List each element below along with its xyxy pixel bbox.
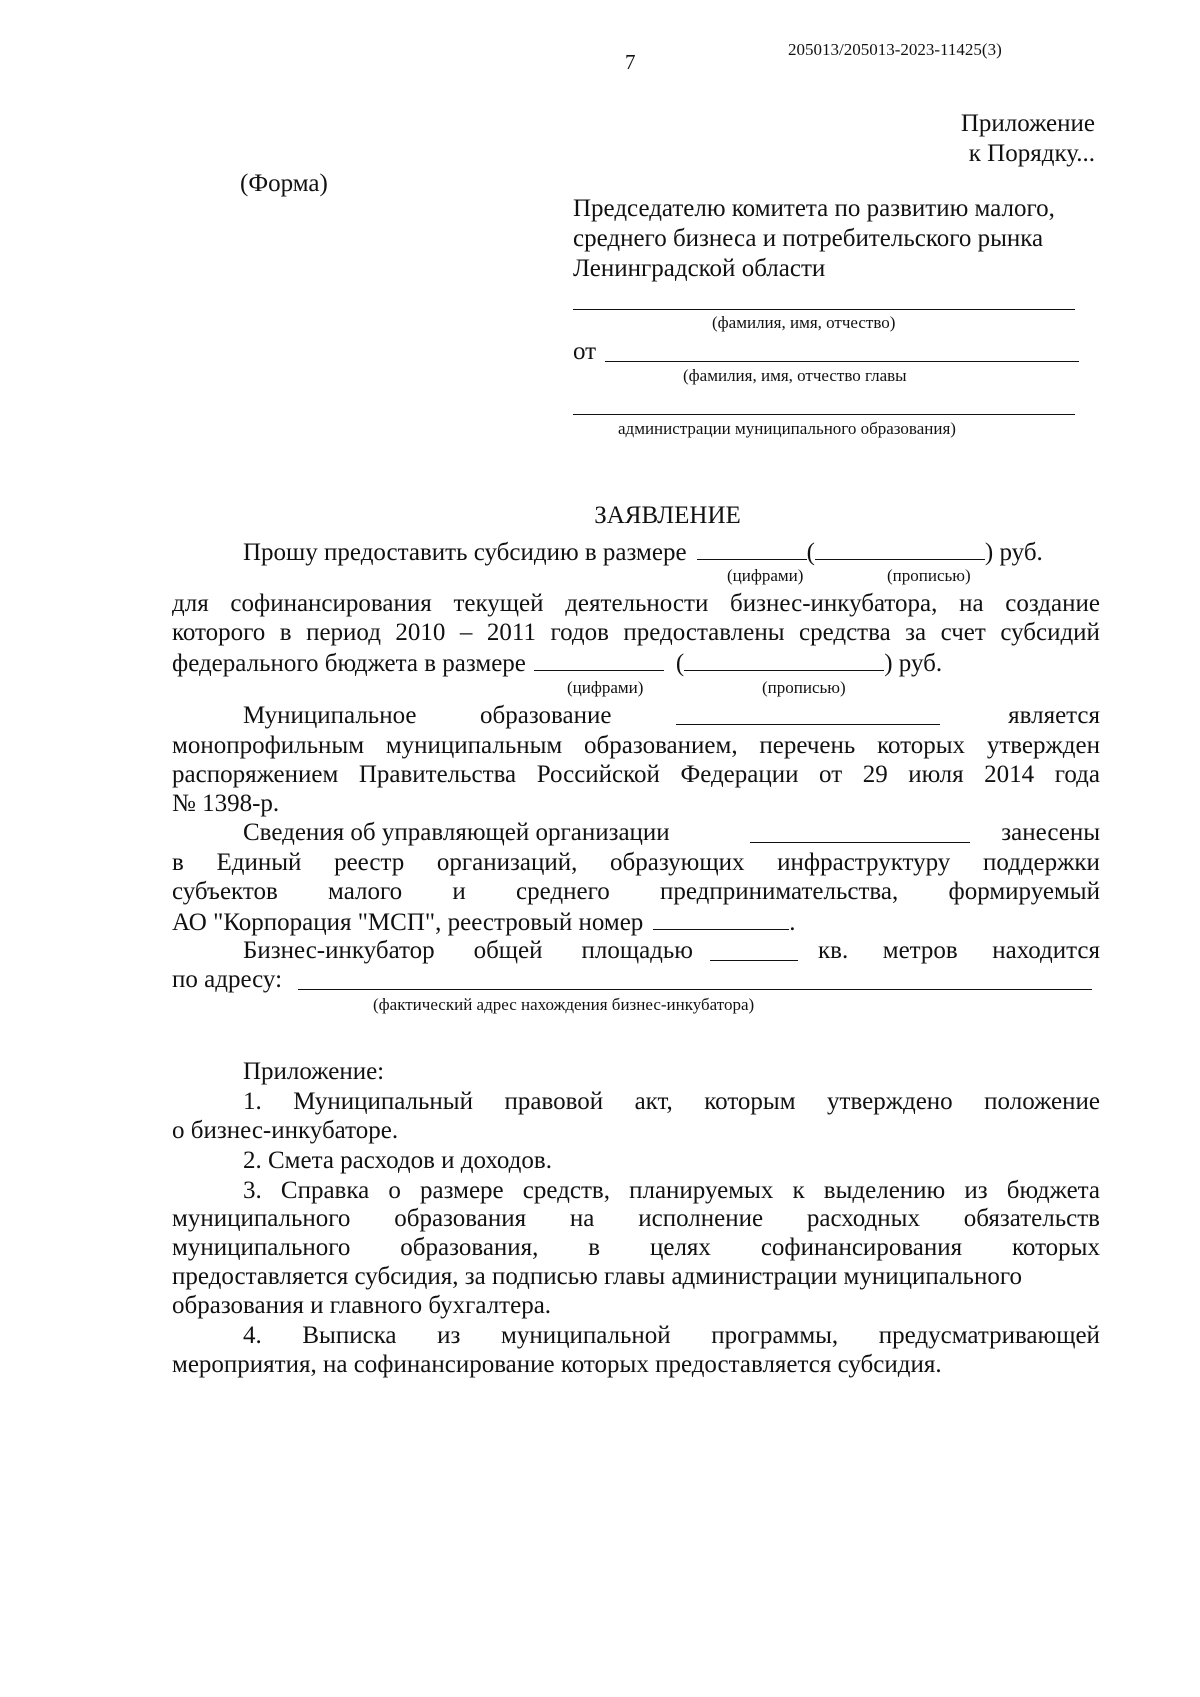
order-number: № 1398-р. bbox=[172, 790, 280, 817]
open-paren: ( bbox=[806, 539, 815, 566]
word: и bbox=[452, 878, 466, 905]
word: субсидий bbox=[1000, 619, 1100, 646]
word: предпринимательства, bbox=[660, 878, 899, 905]
attachment-3-line-5: образования и главного бухгалтера. bbox=[172, 1292, 552, 1319]
word: бизнес-инкубатора, bbox=[730, 590, 938, 617]
word: предусматривающей bbox=[878, 1322, 1100, 1349]
word: образующих bbox=[610, 849, 745, 876]
registry-number-field[interactable] bbox=[653, 907, 789, 930]
word: – bbox=[459, 619, 473, 646]
period: . bbox=[789, 909, 796, 936]
fio-caption: (фамилия, имя, отчество) bbox=[712, 313, 896, 332]
open-paren: ( bbox=[675, 650, 685, 677]
words-caption-2: (прописью) bbox=[762, 678, 846, 697]
word: средства bbox=[798, 619, 891, 646]
para3-line-2 bbox=[172, 849, 1100, 877]
admin-blank-line bbox=[573, 414, 1075, 415]
word: Выписка bbox=[302, 1322, 397, 1349]
word: монопрофильным bbox=[172, 732, 365, 759]
word: акт, bbox=[634, 1088, 673, 1115]
para1-line-3 bbox=[172, 619, 1100, 647]
word: в bbox=[279, 619, 292, 646]
word: субъектов bbox=[172, 878, 278, 905]
area-field[interactable] bbox=[710, 960, 798, 961]
word: счет bbox=[940, 619, 986, 646]
word: июля bbox=[908, 761, 964, 788]
word: распоряжением bbox=[172, 761, 339, 788]
word: бюджета bbox=[1006, 1177, 1100, 1204]
attachment-3-line-3 bbox=[172, 1234, 1100, 1262]
word: от bbox=[819, 761, 843, 788]
federal-amount-digits-field[interactable] bbox=[534, 648, 664, 671]
subsidy-amount-digits-field[interactable] bbox=[697, 537, 807, 560]
address-caption: (фактический адрес нахождения бизнес-инкубатора) bbox=[373, 995, 755, 1014]
word: образования, bbox=[400, 1234, 539, 1261]
word: 3. bbox=[243, 1177, 262, 1204]
word: среднего bbox=[516, 878, 610, 905]
word: выделению bbox=[823, 1177, 946, 1204]
subsidy-request-line bbox=[243, 537, 1043, 567]
attachment-3-line-1 bbox=[243, 1177, 1100, 1205]
word: за bbox=[905, 619, 927, 646]
attachment-1-line-2: о бизнес-инкубаторе. bbox=[172, 1117, 399, 1144]
word: из bbox=[437, 1322, 461, 1349]
form-label: (Форма) bbox=[240, 170, 328, 197]
word: Муниципальный bbox=[293, 1088, 473, 1115]
word: образованием, bbox=[584, 732, 738, 759]
word: реестр bbox=[334, 849, 405, 876]
word: из bbox=[964, 1177, 988, 1204]
attachments-heading: Приложение: bbox=[243, 1058, 385, 1085]
word: на bbox=[959, 590, 984, 617]
admin-caption: администрации муниципального образования) bbox=[618, 419, 956, 438]
para3-line-4 bbox=[172, 907, 796, 937]
rub-label: ) руб. bbox=[984, 539, 1043, 566]
word: программы, bbox=[711, 1322, 839, 1349]
word: предоставлены bbox=[623, 619, 785, 646]
attachment-3-line-4: предоставляется субсидия, за подписью главы администрации муниципального bbox=[172, 1263, 1022, 1290]
word: года bbox=[1054, 761, 1100, 788]
para3-line-3 bbox=[172, 878, 1100, 906]
addressee-line-2: среднего бизнеса и потребительского рынка bbox=[573, 225, 1044, 252]
addressee-line-1: Председателю комитета по развитию малого, bbox=[573, 195, 1055, 222]
word: период bbox=[306, 619, 381, 646]
word: метров bbox=[882, 937, 958, 964]
word: муниципальной bbox=[501, 1322, 671, 1349]
word: 2010 bbox=[395, 619, 446, 646]
municipal-word: Муниципальное bbox=[243, 702, 417, 729]
word: которых bbox=[1012, 1234, 1100, 1261]
word: 29 bbox=[862, 761, 888, 788]
attachment-3-line-2 bbox=[172, 1205, 1100, 1233]
word: годов bbox=[550, 619, 609, 646]
word: на bbox=[569, 1205, 595, 1232]
word: размере bbox=[420, 1177, 504, 1204]
word: положение bbox=[984, 1088, 1100, 1115]
word: которых bbox=[877, 732, 966, 759]
attachment-4-line-1 bbox=[243, 1322, 1100, 1350]
word: о bbox=[388, 1177, 401, 1204]
word: 2011 bbox=[486, 619, 536, 646]
federal-budget-text: федерального бюджета в размере bbox=[172, 650, 526, 677]
word: находится bbox=[992, 937, 1100, 964]
para1-line-4 bbox=[172, 648, 942, 678]
word: исполнение bbox=[638, 1205, 764, 1232]
word: инфраструктуру bbox=[777, 849, 951, 876]
para4-line-1-start bbox=[243, 937, 693, 965]
word: 4. bbox=[243, 1322, 262, 1349]
head-fio-blank-line bbox=[605, 361, 1079, 362]
para4-line-1-end bbox=[818, 937, 1100, 965]
word: утвержден bbox=[986, 732, 1100, 759]
para2-line-2 bbox=[172, 732, 1100, 760]
word: поддержки bbox=[982, 849, 1100, 876]
word: в bbox=[588, 1234, 601, 1261]
fio-blank-line bbox=[573, 309, 1075, 310]
address-label: по адресу: bbox=[172, 966, 283, 993]
word: Российской bbox=[536, 761, 660, 788]
address-field[interactable] bbox=[298, 989, 1092, 990]
word: малого bbox=[328, 878, 403, 905]
word: муниципальным bbox=[385, 732, 563, 759]
addressee-line-3: Ленинградской области bbox=[573, 255, 826, 282]
word: софинансирования bbox=[760, 1234, 963, 1261]
rub-label: ) руб. bbox=[884, 650, 943, 677]
word: муниципального bbox=[172, 1234, 351, 1261]
word: 1. bbox=[243, 1088, 262, 1115]
para2-line-3 bbox=[172, 761, 1100, 789]
subsidy-amount-words-field[interactable] bbox=[815, 537, 985, 560]
subsidy-request-text: Прошу предоставить субсидию в размере bbox=[243, 539, 687, 566]
digits-caption: (цифрами) bbox=[727, 566, 804, 585]
word: которым bbox=[704, 1088, 796, 1115]
word: софинансирования bbox=[230, 590, 432, 617]
management-org-field[interactable] bbox=[750, 842, 970, 843]
federal-amount-words-field[interactable] bbox=[684, 648, 884, 671]
word: Единый bbox=[216, 849, 302, 876]
word: Правительства bbox=[358, 761, 517, 788]
word: правовой bbox=[504, 1088, 604, 1115]
municipality-name-field[interactable] bbox=[676, 724, 940, 725]
word: 2014 bbox=[984, 761, 1035, 788]
word: средств, bbox=[522, 1177, 610, 1204]
word: к bbox=[792, 1177, 805, 1204]
word: обязательств bbox=[963, 1205, 1100, 1232]
word: в bbox=[172, 849, 184, 876]
words-caption: (прописью) bbox=[887, 566, 971, 585]
word: кв. bbox=[818, 937, 849, 964]
para1-line-2 bbox=[172, 590, 1100, 618]
word: расходных bbox=[806, 1205, 920, 1232]
page-number: 7 bbox=[625, 50, 636, 74]
word: целях bbox=[649, 1234, 711, 1261]
word: организаций, bbox=[436, 849, 578, 876]
document-code: 205013/205013-2023-11425(3) bbox=[788, 40, 1002, 59]
attachment-1-line-1 bbox=[243, 1088, 1100, 1116]
formation-word: образование bbox=[480, 702, 612, 729]
word: текущей bbox=[453, 590, 544, 617]
is-word: является bbox=[1008, 702, 1100, 729]
word: формируемый bbox=[948, 878, 1100, 905]
document-title: ЗАЯВЛЕНИЕ bbox=[594, 502, 741, 529]
word: образования bbox=[394, 1205, 527, 1232]
word: Федерации bbox=[680, 761, 799, 788]
word: муниципального bbox=[172, 1205, 351, 1232]
attachment-2: 2. Смета расходов и доходов. bbox=[243, 1147, 552, 1174]
head-fio-caption: (фамилия, имя, отчество главы bbox=[683, 366, 907, 385]
word: перечень bbox=[759, 732, 856, 759]
entered-word: занесены bbox=[1001, 819, 1100, 846]
digits-caption-2: (цифрами) bbox=[567, 678, 644, 697]
word: Бизнес-инкубатор bbox=[243, 937, 435, 964]
word: общей bbox=[473, 937, 543, 964]
appendix-line-2: к Порядку... bbox=[968, 140, 1095, 167]
appendix-line-1: Приложение bbox=[960, 110, 1095, 137]
word: площадью bbox=[581, 937, 693, 964]
word: которого bbox=[172, 619, 266, 646]
word: создание bbox=[1005, 590, 1100, 617]
from-label: от bbox=[573, 338, 597, 365]
word: Справка bbox=[280, 1177, 370, 1204]
word: планируемых bbox=[629, 1177, 774, 1204]
management-org-text: Сведения об управляющей организации bbox=[243, 819, 670, 846]
attachment-4-line-2: мероприятия, на софинансирование которых предоставляется субсидия. bbox=[172, 1351, 942, 1378]
word: для bbox=[172, 590, 209, 617]
word: утверждено bbox=[827, 1088, 953, 1115]
registry-number-text: АО "Корпорация "МСП", реестровый номер bbox=[172, 909, 644, 936]
word: деятельности bbox=[565, 590, 709, 617]
